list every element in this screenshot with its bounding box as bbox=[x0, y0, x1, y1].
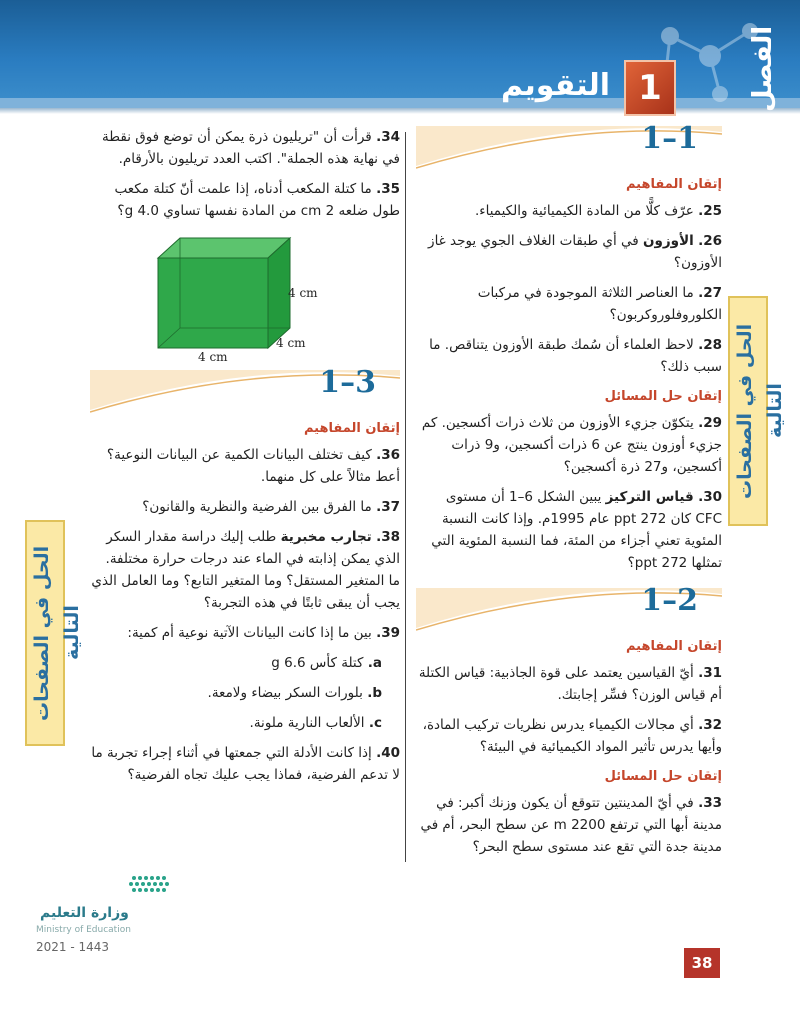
section-number: 1–3 bbox=[319, 365, 376, 400]
question-34 bbox=[90, 126, 400, 170]
question-37 bbox=[90, 496, 400, 518]
question-30 bbox=[416, 486, 722, 574]
cube-width-label: 4 cm bbox=[198, 350, 228, 364]
question-number: 35. bbox=[376, 181, 400, 197]
question-28 bbox=[416, 334, 722, 378]
chapter-word: الفصل bbox=[748, 25, 778, 113]
question-38 bbox=[90, 526, 400, 614]
solution-side-label-left: الحل في الصفحات التالية bbox=[25, 520, 65, 746]
chapter-number-badge: 1 bbox=[624, 60, 676, 116]
option-text: الألعاب النارية ملونة. bbox=[249, 715, 365, 731]
concepts-heading: إتقان المفاهيم bbox=[625, 177, 722, 192]
question-number: 30. bbox=[698, 489, 722, 505]
ministry-name: وزارة التعليم bbox=[40, 905, 129, 921]
question-text: قرأت أن "تريليون ذرة يمكن أن توضع فوق نقطة في نهاية هذه الجملة". اكتب العدد تريليون بالأرقام. bbox=[102, 129, 400, 167]
question-text: بين ما إذا كانت البيانات الآتية نوعية أم كمية: bbox=[127, 625, 372, 641]
question-text: كيف تختلف البيانات الكمية عن البيانات النوعية؟ أعط مثالاً على كل منهما. bbox=[106, 447, 400, 485]
question-31 bbox=[416, 662, 722, 706]
banner-shadow bbox=[0, 108, 800, 114]
question-33 bbox=[416, 792, 722, 858]
question-text: عرّف كلًّا من المادة الكيميائية والكيمياء. bbox=[474, 203, 694, 219]
question-number: 39. bbox=[376, 625, 400, 641]
question-number: 33. bbox=[698, 795, 722, 811]
question-number: 32. bbox=[698, 717, 722, 733]
option-letter: b. bbox=[367, 685, 382, 701]
question-39 bbox=[90, 622, 400, 644]
question-36 bbox=[90, 444, 400, 488]
concepts-heading: إتقان المفاهيم bbox=[625, 639, 722, 654]
question-25 bbox=[416, 200, 722, 222]
question-text: أي مجالات الكيمياء يدرس نظريات تركيب المادة، وأيها يدرس تأثير المواد الكيميائية في البيئة؟ bbox=[422, 717, 722, 755]
option-text: بلورات السكر بيضاء ولامعة. bbox=[207, 685, 363, 701]
question-number: 31. bbox=[698, 665, 722, 681]
question-text: ما الفرق بين الفرضية والنظرية والقانون؟ bbox=[142, 499, 372, 515]
question-text: إذا كانت الأدلة التي جمعتها في أثناء إجراء تجربة ما لا تدعم الفرضية، فماذا يجب عليك تجاه الفرضية؟ bbox=[91, 745, 400, 783]
question-number: 40. bbox=[376, 745, 400, 761]
question-number: 29. bbox=[698, 415, 722, 431]
section-number: 1–1 bbox=[641, 121, 698, 156]
solution-side-label-right: الحل في الصفحات التالية bbox=[728, 296, 768, 526]
question-27 bbox=[416, 282, 722, 326]
edition-year: 2021 - 1443 bbox=[36, 940, 110, 954]
option-text: كتلة كأس 6.6 g bbox=[271, 655, 364, 671]
question-text: يتكوّن جزيء الأوزون من ثلاث ذرات أكسجين. كم جزيء أوزون ينتج عن 6 ذرات أكسجين، و9 ذرات أكسجين، و27 ذرة أكسجين؟ bbox=[421, 415, 722, 475]
question-number: 25. bbox=[698, 203, 722, 219]
option-b bbox=[90, 682, 382, 704]
question-text: يبين الشكل 6–1 أن مستوى CFC كان 272 ppt عام 1995م. وإذا كانت النسبة المئوية تعني أجزاء من المئة، فما النسبة المئوية التي تمثلها 272 ppt؟ bbox=[431, 489, 722, 571]
question-number: 37. bbox=[376, 499, 400, 515]
question-keyword: الأوزون bbox=[643, 233, 694, 249]
question-40 bbox=[90, 742, 400, 786]
cube-icon bbox=[90, 230, 400, 360]
question-text: في أي طبقات الغلاف الجوي يوجد غاز الأوزون؟ bbox=[428, 233, 722, 271]
section-header-1-2 bbox=[416, 583, 722, 632]
question-text: ما كتلة المكعب أدناه، إذا علمت أنّ كتلة مكعب طول ضلعه 2 cm من المادة نفسها تساوي 4.0 g؟ bbox=[114, 181, 400, 219]
option-c bbox=[90, 712, 382, 734]
option-letter: a. bbox=[367, 655, 382, 671]
question-number: 27. bbox=[698, 285, 722, 301]
concepts-heading: إتقان المفاهيم bbox=[303, 421, 400, 436]
option-a bbox=[90, 652, 382, 674]
question-text: أيّ القياسين يعتمد على قوة الجاذبية: قياس الكتلة أم قياس الوزن؟ فسِّر إجابتك. bbox=[418, 665, 722, 703]
question-text: في أيّ المدينتين تتوقع أن يكون وزنك أكبر: في مدينة أبها التي ترتفع 2200 m عن سطح البحر، أم في مدينة جدة التي تقع عند مستوى سطح البحر؟ bbox=[420, 795, 722, 855]
left-column bbox=[90, 126, 400, 794]
column-divider bbox=[405, 132, 406, 862]
cube-figure bbox=[90, 230, 400, 364]
question-35 bbox=[90, 178, 400, 222]
question-32 bbox=[416, 714, 722, 758]
question-29 bbox=[416, 412, 722, 478]
cube-height-label: 4 cm bbox=[288, 286, 318, 300]
question-number: 36. bbox=[376, 447, 400, 463]
page-number-badge: 38 bbox=[684, 948, 720, 978]
question-text: لاحظ العلماء أن سُمك طبقة الأوزون يتناقص. ما سبب ذلك؟ bbox=[429, 337, 722, 375]
right-column bbox=[416, 121, 722, 866]
section-header-1-3 bbox=[90, 365, 400, 414]
question-text: طلب إليك دراسة مقدار السكر الذي يمكن إذابته في الماء عند درجات حرارة مختلفة. ما المتغير المستقل؟ وما المتغير التابع؟ وما العامل الذي يجب أن يبقى ثابتًا في هذه التجربة؟ bbox=[91, 529, 400, 611]
question-number: 26. bbox=[698, 233, 722, 249]
question-keyword: تجارب مخبرية bbox=[280, 529, 372, 545]
question-keyword: قياس التركيز bbox=[605, 489, 694, 505]
question-number: 28. bbox=[698, 337, 722, 353]
cube-depth-label: 4 cm bbox=[276, 336, 306, 350]
section-header-1-1 bbox=[416, 121, 722, 170]
section-number: 1–2 bbox=[641, 583, 698, 618]
question-number: 38. bbox=[376, 529, 400, 545]
problems-heading: إتقان حل المسائل bbox=[604, 389, 722, 404]
option-letter: c. bbox=[368, 715, 382, 731]
problems-heading: إتقان حل المسائل bbox=[604, 769, 722, 784]
question-text: ما العناصر الثلاثة الموجودة في مركبات الكلوروفلوروكربون؟ bbox=[477, 285, 722, 323]
question-number: 34. bbox=[376, 129, 400, 145]
question-26 bbox=[416, 230, 722, 274]
ministry-name-en: Ministry of Education bbox=[36, 925, 131, 935]
page-title: التقويم bbox=[501, 68, 610, 103]
